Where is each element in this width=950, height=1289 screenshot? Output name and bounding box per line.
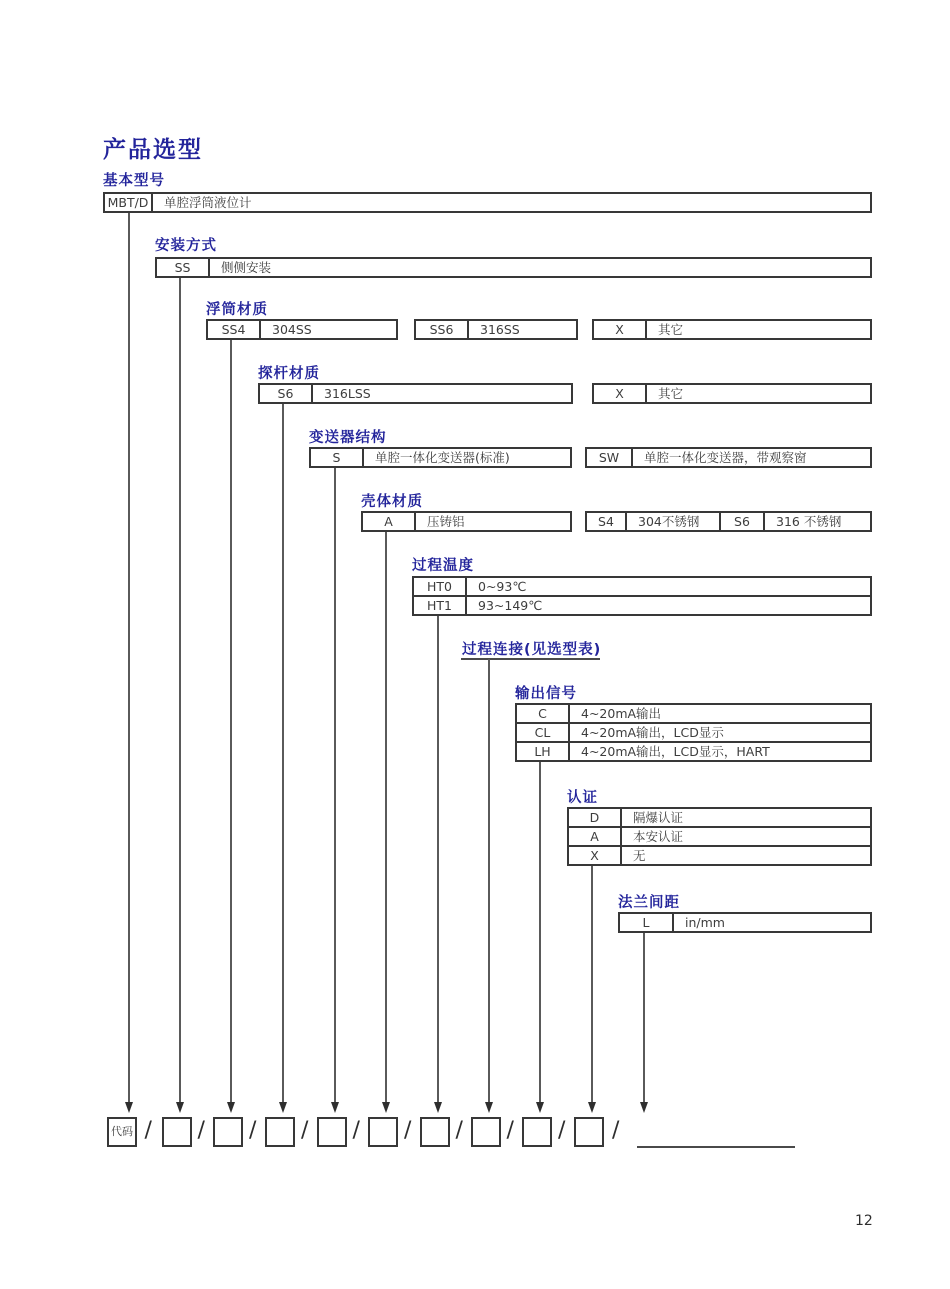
code-slot-box xyxy=(522,1117,552,1147)
option-box xyxy=(103,192,872,213)
separator-slash: / xyxy=(506,1118,514,1143)
option-row xyxy=(105,194,870,211)
option-code: LH xyxy=(534,744,551,759)
separator-slash: / xyxy=(249,1118,257,1143)
connector-line xyxy=(437,616,439,1102)
option-code: HT0 xyxy=(427,579,452,594)
option-label: 93~149℃ xyxy=(465,597,870,614)
option-code: S xyxy=(332,450,341,465)
option-box xyxy=(412,576,872,616)
option-row xyxy=(157,259,870,276)
option-box xyxy=(592,319,872,340)
option-code: X xyxy=(615,386,624,401)
arrow-down-icon xyxy=(485,1102,493,1113)
arrow-down-icon xyxy=(331,1102,339,1113)
separator-slash: / xyxy=(612,1118,620,1143)
connector-line xyxy=(230,340,232,1102)
option-row xyxy=(414,578,870,595)
option-label: 316SS xyxy=(467,321,576,338)
section-title-3: 浮筒材质 xyxy=(206,302,268,318)
arrow-down-icon xyxy=(640,1102,648,1113)
option-code: C xyxy=(538,706,547,721)
section-title-11: 法兰间距 xyxy=(618,895,680,911)
section-title-8: 过程连接(见选型表) xyxy=(462,642,602,658)
option-row xyxy=(208,321,396,338)
option-code: MBT/D xyxy=(107,195,149,210)
option-code: SS6 xyxy=(429,322,454,337)
connector-line xyxy=(179,278,181,1102)
arrow-down-icon xyxy=(588,1102,596,1113)
option-label: 其它 xyxy=(645,385,870,402)
option-code: SW xyxy=(598,450,620,465)
option-code: HT1 xyxy=(427,598,452,613)
option-row xyxy=(569,809,870,826)
arrow-down-icon xyxy=(125,1102,133,1113)
separator-slash: / xyxy=(197,1118,205,1143)
section-title-9: 输出信号 xyxy=(515,686,577,702)
code-slot-box xyxy=(162,1117,192,1147)
separator-slash: / xyxy=(455,1118,463,1143)
option-row xyxy=(517,705,870,722)
arrow-down-icon xyxy=(382,1102,390,1113)
separator-slash: / xyxy=(558,1118,566,1143)
code-fill-underline xyxy=(637,1146,795,1148)
connector-line xyxy=(128,213,130,1102)
connector-line xyxy=(643,933,645,1102)
arrow-down-icon xyxy=(536,1102,544,1113)
option-row xyxy=(569,845,870,864)
option-box xyxy=(592,383,872,404)
option-label: 无 xyxy=(620,847,870,864)
section-title-2: 安装方式 xyxy=(155,238,217,254)
option-box xyxy=(618,912,872,933)
code-slot-box xyxy=(420,1117,450,1147)
option-box xyxy=(206,319,398,340)
option-box xyxy=(414,319,578,340)
option-row xyxy=(311,449,570,466)
option-box xyxy=(258,383,573,404)
option-code: S6 xyxy=(719,513,763,530)
connector-line xyxy=(282,404,284,1102)
option-row xyxy=(517,741,870,760)
page-title: 产品选型 xyxy=(103,137,203,163)
code-slot-box xyxy=(471,1117,501,1147)
option-row xyxy=(587,449,870,466)
section-title-10: 认证 xyxy=(567,790,598,806)
connector-line xyxy=(591,866,593,1102)
option-box xyxy=(567,807,872,866)
option-row xyxy=(517,722,870,741)
option-code: SS4 xyxy=(221,322,246,337)
option-label: 其它 xyxy=(645,321,870,338)
arrow-down-icon xyxy=(279,1102,287,1113)
option-code: D xyxy=(589,810,600,825)
option-code: L xyxy=(642,915,650,930)
section-underline xyxy=(461,658,600,660)
connector-line xyxy=(488,659,490,1102)
page-number: 12 xyxy=(855,1213,873,1229)
option-label: 4~20mA输出，LCD显示 xyxy=(568,724,870,741)
separator-slash: / xyxy=(352,1118,360,1143)
code-slot-box xyxy=(317,1117,347,1147)
option-box xyxy=(585,511,872,532)
connector-line xyxy=(385,532,387,1102)
section-title-1: 基本型号 xyxy=(103,173,165,189)
option-code: X xyxy=(590,848,599,863)
option-label: 316 不锈钢 xyxy=(763,513,870,530)
section-title-7: 过程温度 xyxy=(412,558,474,574)
arrow-down-icon xyxy=(227,1102,235,1113)
option-label: 单腔一体化变送器(标准) xyxy=(362,449,570,466)
option-row xyxy=(416,321,576,338)
connector-line xyxy=(334,468,336,1102)
option-label: in/mm xyxy=(672,914,870,931)
code-slot-box xyxy=(265,1117,295,1147)
separator-slash: / xyxy=(301,1118,309,1143)
option-label: 压铸铝 xyxy=(414,513,570,530)
option-label: 隔爆认证 xyxy=(620,809,870,826)
section-title-6: 壳体材质 xyxy=(361,494,423,510)
code-label-box: 代码 xyxy=(107,1117,137,1147)
option-label: 304不锈钢 xyxy=(625,513,719,530)
option-row xyxy=(363,513,570,530)
section-title-4: 探杆材质 xyxy=(258,366,320,382)
option-code: A xyxy=(590,829,599,844)
option-box xyxy=(515,703,872,762)
arrow-down-icon xyxy=(176,1102,184,1113)
option-row xyxy=(594,385,870,402)
option-label: 0~93℃ xyxy=(465,578,870,595)
option-label: 4~20mA输出 xyxy=(568,705,870,722)
code-slot-box xyxy=(574,1117,604,1147)
arrow-down-icon xyxy=(434,1102,442,1113)
option-box xyxy=(361,511,572,532)
option-code: SS xyxy=(174,260,191,275)
option-label: 4~20mA输出，LCD显示，HART xyxy=(568,743,870,760)
option-row xyxy=(587,513,870,530)
connector-line xyxy=(539,762,541,1102)
code-slot-box xyxy=(213,1117,243,1147)
option-code: S4 xyxy=(598,514,614,529)
option-row xyxy=(260,385,571,402)
option-code: S6 xyxy=(277,386,294,401)
option-row xyxy=(594,321,870,338)
section-title-5: 变送器结构 xyxy=(309,430,387,446)
option-label: 单腔浮筒液位计 xyxy=(151,194,870,211)
option-code: A xyxy=(384,514,393,529)
option-label: 单腔一体化变送器，带观察窗 xyxy=(631,449,870,466)
option-box xyxy=(309,447,572,468)
option-row xyxy=(414,595,870,614)
option-code: CL xyxy=(534,725,551,740)
option-box xyxy=(585,447,872,468)
option-code: X xyxy=(615,322,624,337)
option-label: 本安认证 xyxy=(620,828,870,845)
option-label: 316LSS xyxy=(311,385,571,402)
option-label: 侧侧安装 xyxy=(208,259,870,276)
option-box xyxy=(155,257,872,278)
separator-slash: / xyxy=(404,1118,412,1143)
option-row xyxy=(620,914,870,931)
option-row xyxy=(569,826,870,845)
code-slot-box xyxy=(368,1117,398,1147)
separator-slash: / xyxy=(144,1118,152,1143)
option-label: 304SS xyxy=(259,321,396,338)
